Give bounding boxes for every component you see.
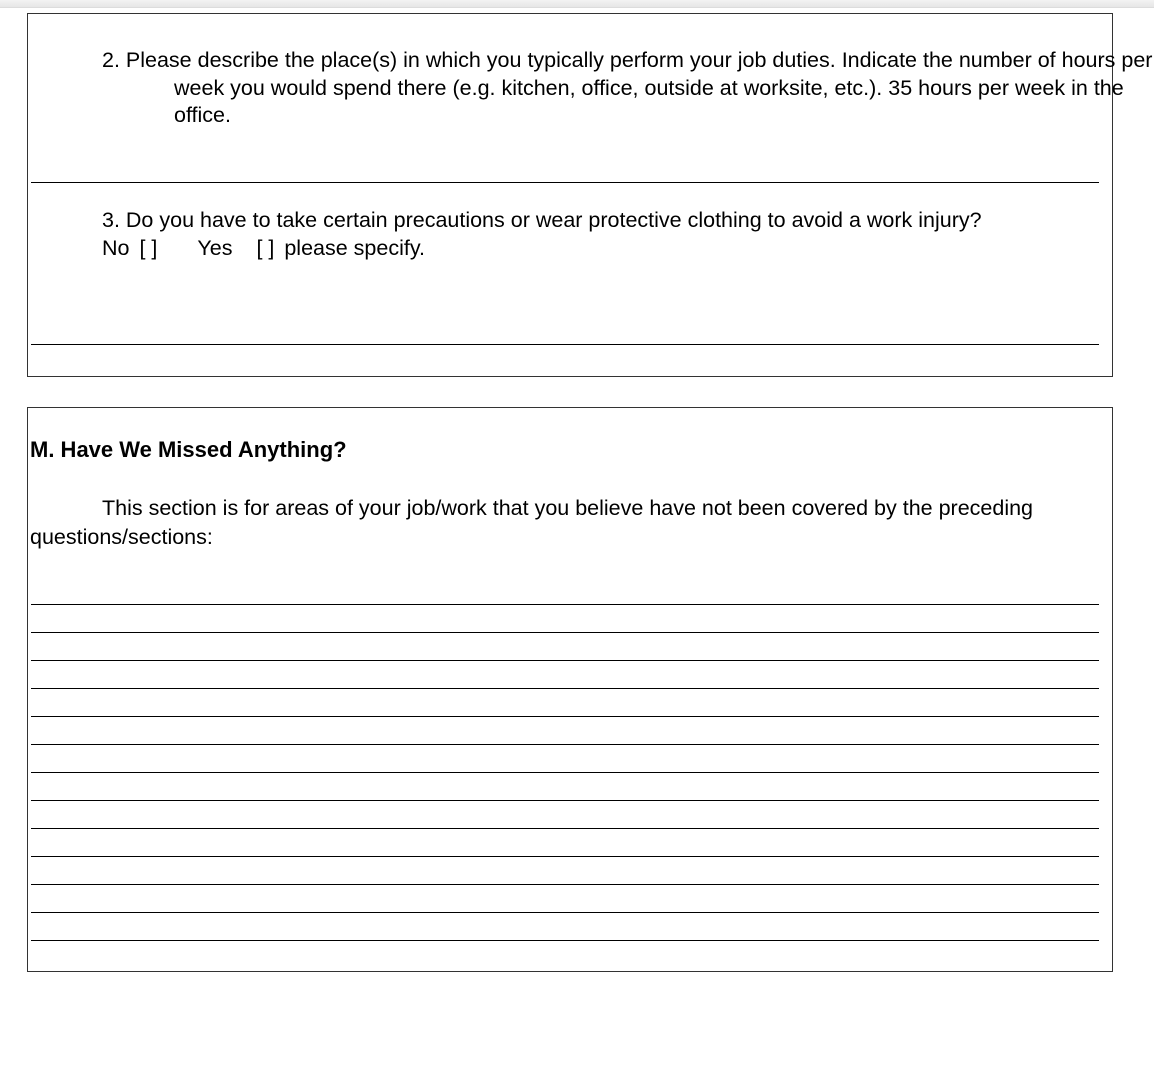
questions-box xyxy=(27,13,1153,377)
question-2-answer-line[interactable] xyxy=(31,182,1099,183)
answer-line[interactable] xyxy=(31,884,1099,885)
section-m-box xyxy=(27,407,1113,972)
yes-label: Yes xyxy=(197,236,233,260)
no-label: No xyxy=(102,236,130,260)
question-3-text: 3. Do you have to take certain precautions or wear protective clothing to avoid a work injury? xyxy=(102,208,982,232)
question-3-answer-line[interactable] xyxy=(31,344,1099,345)
answer-line[interactable] xyxy=(31,772,1099,773)
answer-line[interactable] xyxy=(31,912,1099,913)
question-2-text: 2. Please describe the place(s) in which you typically perform your job duties. Indicate the number of hours per week you would spend there (e.g. kitchen, office, outside at worksite, etc.). 35 hours per week in the office. xyxy=(102,48,1153,127)
answer-line[interactable] xyxy=(31,940,1099,941)
yes-checkbox[interactable]: [ ] xyxy=(256,236,275,260)
answer-line[interactable] xyxy=(31,856,1099,857)
specify-label: please specify. xyxy=(284,236,425,260)
section-m-intro: This section is for areas of your job/work that you believe have not been covered by the preceding questions/sections: xyxy=(30,496,1034,549)
answer-line[interactable] xyxy=(31,604,1099,605)
answer-line[interactable] xyxy=(31,800,1099,801)
answer-line[interactable] xyxy=(31,688,1099,689)
window-top-bar xyxy=(0,0,1154,8)
answer-line[interactable] xyxy=(31,632,1099,633)
no-checkbox[interactable]: [ ] xyxy=(139,236,158,260)
answer-line[interactable] xyxy=(31,716,1099,717)
answer-line[interactable] xyxy=(31,744,1099,745)
answer-line[interactable] xyxy=(31,828,1099,829)
answer-line[interactable] xyxy=(31,660,1099,661)
question-3-options xyxy=(102,235,425,263)
section-m-title: M. Have We Missed Anything? xyxy=(30,437,347,462)
